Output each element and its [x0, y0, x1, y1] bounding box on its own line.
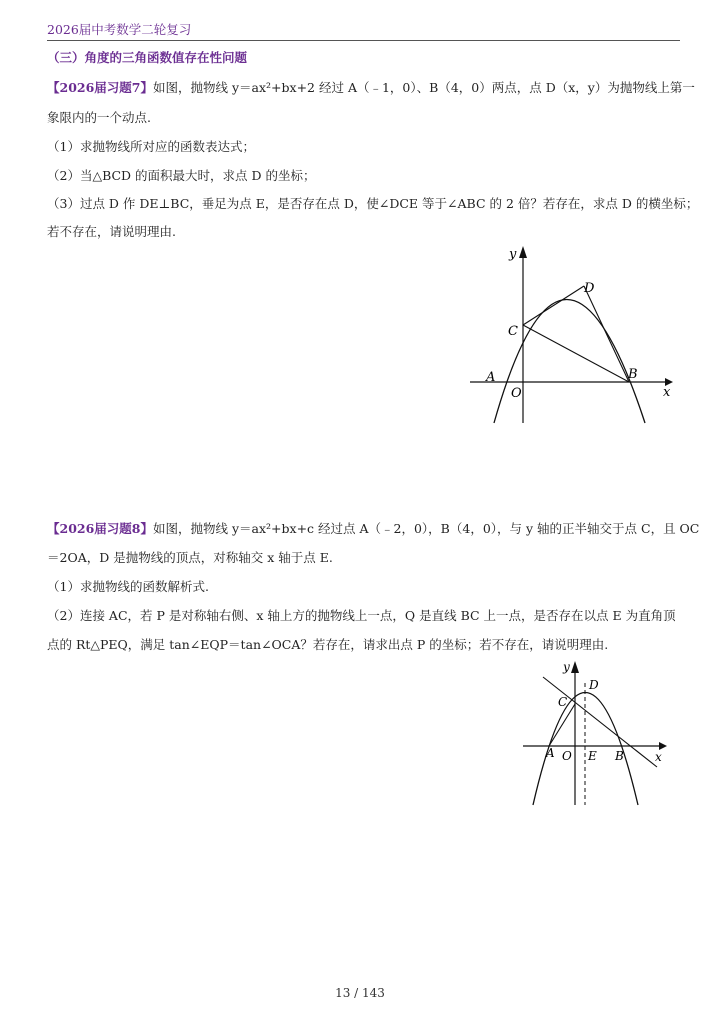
label-O: O — [562, 749, 572, 763]
problem7-q3b: 若不存在，请说明理由. — [47, 224, 176, 239]
segment-DB — [584, 286, 629, 382]
y-axis-arrow-icon — [519, 246, 527, 258]
label-C: C — [558, 695, 568, 709]
label-D: D — [589, 678, 599, 692]
label-B: B — [615, 749, 624, 763]
segment-AC — [549, 704, 575, 746]
label-y: y — [563, 660, 570, 674]
segment-CD — [523, 286, 584, 325]
problem7-figure — [460, 240, 680, 430]
segment-CB — [523, 325, 629, 382]
problem8-tag: 【2026届习题8】 — [47, 521, 153, 536]
label-A: A — [486, 370, 496, 385]
header-title: 2026届中考数学二轮复习 — [47, 22, 192, 37]
problem8-stem: 如图，抛物线 y＝ax²+bx+c 经过点 A（﹣2，0），B（4，0），与 y 轴的正半轴交于点 C，且 OC — [153, 521, 700, 536]
problem8-figure — [515, 653, 675, 815]
label-E: E — [588, 749, 597, 763]
problem7-q1: （1）求抛物线所对应的函数表达式； — [47, 139, 255, 154]
problem7-line1 — [47, 80, 695, 96]
line-BC — [543, 677, 657, 767]
problem8-q2: （2）连接 AC，若 P 是对称轴右侧、x 轴上方的抛物线上一点，Q 是直线 BC 上一点，是否存在以点 E 为直角顶 — [47, 608, 676, 623]
label-B: B — [628, 367, 638, 382]
problem7-tag: 【2026届习题7】 — [47, 80, 153, 95]
label-y: y — [509, 247, 517, 262]
label-A: A — [546, 746, 555, 760]
page-number: 13 / 143 — [335, 986, 385, 1000]
problem8-line1 — [47, 521, 699, 537]
problem7-q3: （3）过点 D 作 DE⊥BC，垂足为点 E，是否存在点 D，使∠DCE 等于∠ABC 的 2 倍？若存在，求点 D 的横坐标； — [47, 196, 699, 211]
label-D: D — [584, 281, 595, 296]
problem7-q2: （2）当△BCD 的面积最大时，求点 D 的坐标； — [47, 168, 316, 183]
x-axis-arrow-icon — [659, 742, 667, 750]
problem8-line2: ＝2OA，D 是抛物线的顶点，对称轴交 x 轴于点 E. — [47, 550, 333, 565]
problem7-line2: 象限内的一个动点. — [47, 110, 151, 125]
label-x: x — [655, 750, 662, 764]
problem8-q1: （1）求抛物线的函数解析式. — [47, 579, 209, 594]
label-O: O — [511, 386, 522, 401]
label-x: x — [663, 385, 671, 400]
page-header — [47, 18, 680, 41]
parabola — [494, 300, 645, 424]
section-title: （三）角度的三角函数值存在性问题 — [47, 50, 248, 65]
y-axis-arrow-icon — [571, 661, 579, 673]
problem7-stem: 如图，抛物线 y＝ax²+bx+2 经过 A（﹣1，0）、B（4，0）两点，点 D（x，y）为抛物线上第一 — [153, 80, 695, 95]
problem8-q2b: 点的 Rt△PEQ，满足 tan∠EQP＝tan∠OCA？若存在，请求出点 P 的坐标；若不存在，请说明理由. — [47, 637, 609, 652]
label-C: C — [508, 324, 518, 339]
